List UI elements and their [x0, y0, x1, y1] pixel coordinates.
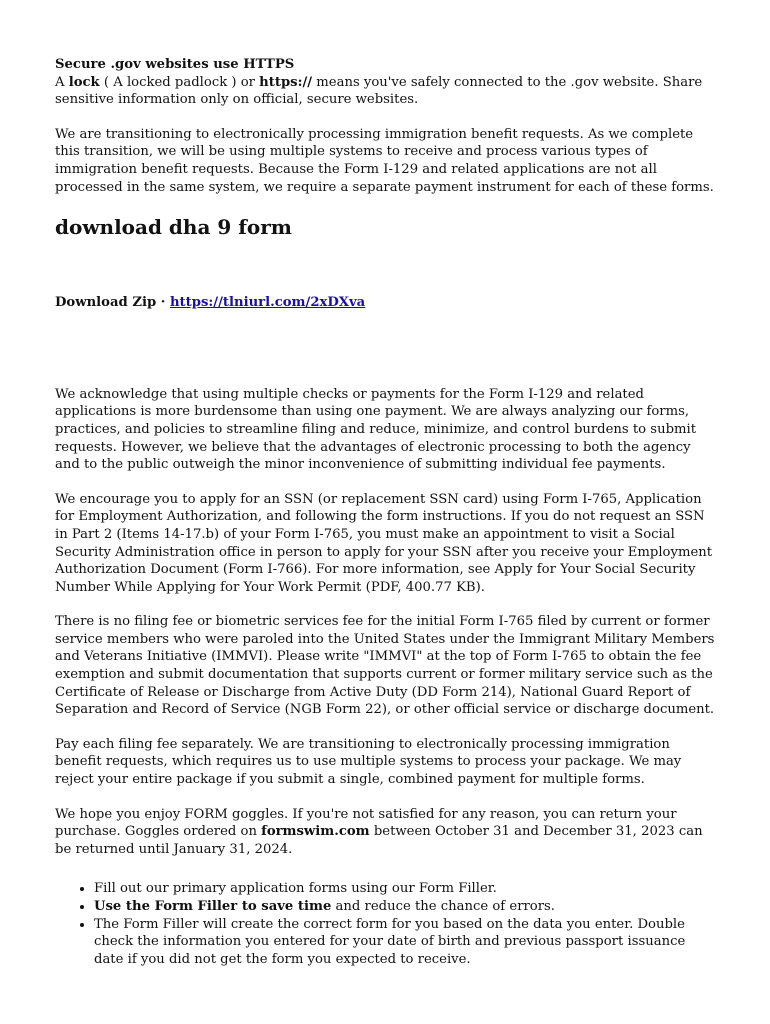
download-link[interactable]: https://tlniurl.com/2xDXva: [169, 295, 366, 311]
notice-text-part: means you've safely connected to the .gov website. Share sensitive information only on official, secure websites.: [55, 74, 703, 108]
lock-word: lock: [68, 74, 100, 90]
paragraph-burden: We acknowledge that using multiple checks or payments for the Form I-129 and related applications is more burdensome than using one payment. We are always analyzing our forms, practices, and policies to streamline filing and reduce, minimize, and control burdens to submit requests. However, we believe that the advantages of electronic processing to both the agency and to the public outweigh the minor inconvenience of submitting individual fee payments.: [55, 386, 697, 473]
intro-paragraph: We are transitioning to electronically processing immigration benefit requests. As we complete this transition, we will be using multiple systems to receive and process various types of immigration benefit requests. Because the Form I-129 and related applications are not all processed in the same system, we require a separate payment instrument for each of these forms.: [55, 126, 714, 195]
list-item-bold: Use the Form Filler to save time: [94, 899, 332, 914]
form-filler-list: [55, 880, 715, 968]
page-title: download dha 9 form: [55, 215, 292, 240]
paragraph-fees: Pay each filing fee separately. We are transitioning to electronically processing immigration benefit requests, which requires us to use multiple systems to process your package. We may reject your entire package if you submit a single, combined payment for multiple forms.: [55, 736, 682, 788]
notice-text-part: A: [55, 74, 69, 90]
https-notice-heading: Secure .gov websites use HTTPS: [55, 57, 295, 72]
download-line: [55, 294, 715, 312]
https-word: https://: [259, 74, 313, 90]
formswim-link-text: formswim.com: [261, 824, 370, 840]
list-item-text: and reduce the chance of errors.: [331, 899, 555, 914]
spacer: [55, 312, 715, 386]
https-notice-text: [55, 74, 715, 109]
list-item: [94, 898, 715, 916]
list-item: • The Form Filler will create the correct form for you based on the data you enter. Double check the information you entered for your date of birth and previous passport issuance date if you did not get the form you expected to receive.: [94, 916, 715, 969]
goggles-text-part: We hope you enjoy FORM goggles. If you're not satisfied for any reason, you can return your purchase. Goggles ordered on: [55, 806, 677, 840]
goggles-text-part: between October 31 and December 31, 2023 can be returned until January 31, 2024.: [55, 824, 703, 857]
paragraph-immvi: There is no filing fee or biometric services fee for the initial Form I-765 filed by current or former service members who were paroled into the United States under the Immigrant Military Members and Veterans Initiative (IMMVI). Please write "IMMVI" at the top of Form I-765 to obtain the fee exemption and submit documentation that supports current or former military service such as the Certificate of Release or Discharge from Active Duty (DD Form 214), National Guard Report of Separation and Record of Service (NGB Form 22), or other official service or discharge document.: [55, 614, 715, 718]
paragraph-ssn: We encourage you to apply for an SSN (or replacement SSN card) using Form I-765, Application for Employment Authorization, and following the form instructions. If you do not request an SSN in Part 2 (Items 14-17.b) of your Form I-765, you must make an appointment to visit a Social Security Administration office in person to apply for your SSN after you receive your Employment Authorization Document (Form I-766). For more information, see Apply for Your Social Security Number While Applying for Your Work Permit (PDF, 400.77 KB).: [55, 491, 713, 595]
download-label: Download Zip ·: [55, 295, 170, 311]
notice-text-part: ( A locked padlock ) or: [99, 74, 260, 90]
list-item: • Fill out our primary application forms using our Form Filler.: [94, 880, 715, 898]
paragraph-goggles: [55, 806, 715, 859]
